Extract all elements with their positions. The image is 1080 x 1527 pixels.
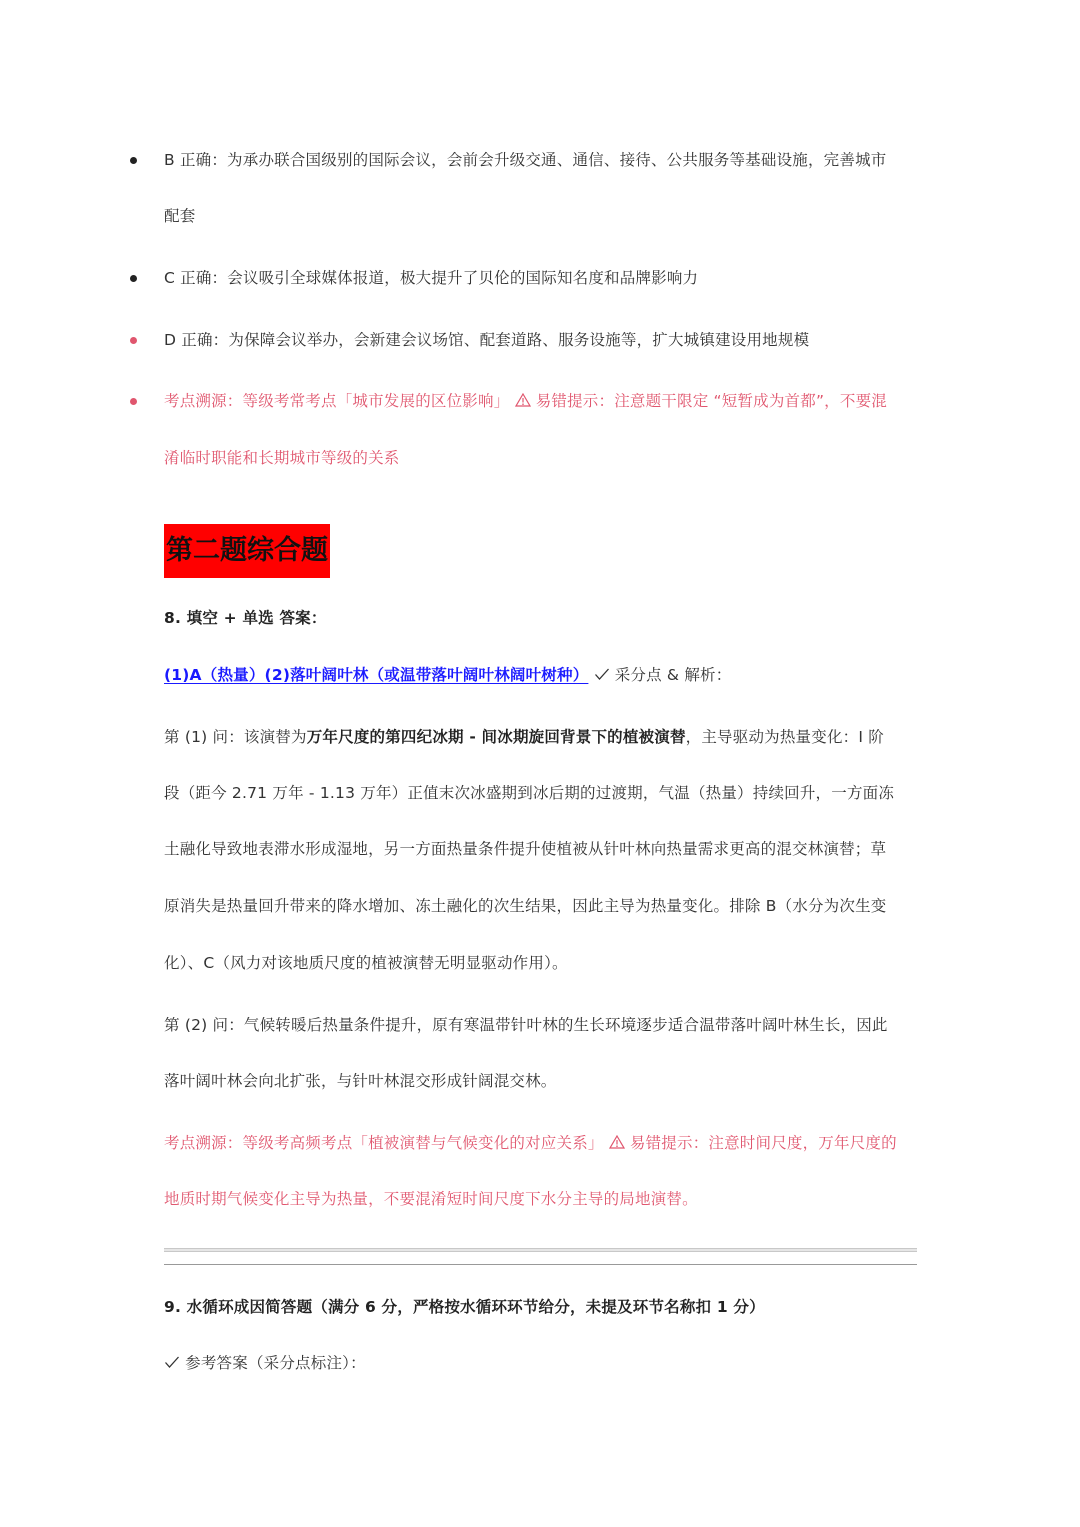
question-9-title: 9. 水循环成因简答题（满分 6 分，严格按水循环环节给分，未提及环节名称扣 1 分）: [164, 1298, 765, 1316]
analysis-prefix: 第 (1) 问：该演替为: [164, 728, 307, 746]
analysis-paragraph-1-line: 土融化导致地表滞水形成湿地，另一方面热量条件提升使植被从针叶林向热量需求更高的混交林演替；草: [164, 840, 887, 858]
warning-icon: [609, 1135, 625, 1149]
question-8-title: 8. 填空 + 单选 答案：: [164, 609, 327, 627]
exam-note-source: 考点溯源：等级考常考点「城市发展的区位影响」: [164, 392, 510, 410]
analysis-key-phrase: 万年尺度的第四纪冰期 - 间冰期旋回背景下的植被演替: [306, 728, 686, 746]
exam-note-tip: 易错提示：注意题干限定 “短暂成为首都”，不要混: [535, 392, 887, 410]
analysis-paragraph-1-line: 段（距今 2.71 万年 - 1.13 万年）正值末次冰盛期到冰后期的过渡期，气温（热量）持续回升，一方面冻: [164, 784, 895, 802]
reference-answer-label-line: [164, 1352, 924, 1374]
divider: [164, 1264, 917, 1265]
analysis-paragraph-1: [164, 726, 924, 748]
analysis-paragraph-2: 第 (2) 问：气候转暖后热量条件提升，原有寒温带针叶林的生长环境逐步适合温带落叶阔叶林生长，因此: [164, 1016, 888, 1034]
warning-icon: [515, 393, 531, 407]
exam-note-continuation: 地质时期气候变化主导为热量，不要混淆短时间尺度下水分主导的局地演替。: [164, 1190, 698, 1208]
answer-link[interactable]: (1)A（热量）(2)落叶阔叶林（或温带落叶阔叶林阔叶树种）: [164, 666, 589, 684]
list-item-b: B 正确：为承办联合国级别的国际会议，会前会升级交通、通信、接待、公共服务等基础设施，完善城市: [164, 151, 887, 169]
analysis-suffix: ，主导驱动为热量变化：Ⅰ 阶: [685, 728, 884, 746]
reference-answer-label: 参考答案（采分点标注）：: [185, 1354, 366, 1372]
divider: [164, 1248, 917, 1252]
analysis-paragraph-1-line: 原消失是热量回升带来的降水增加、冻土融化的次生结果，因此主导为热量变化。排除 B（水分为次生变: [164, 897, 887, 915]
exam-note-source: 考点溯源：等级考高频考点「植被演替与气候变化的对应关系」: [164, 1134, 604, 1152]
analysis-paragraph-2-line: 落叶阔叶林会向北扩张，与针叶林混交形成针阔混交林。: [164, 1072, 557, 1090]
bullet-dot: [130, 398, 137, 405]
section-heading: 第二题综合题: [164, 524, 330, 578]
list-item-b-continuation: 配套: [164, 207, 196, 225]
bullet-dot: [130, 275, 137, 282]
check-icon: [594, 667, 610, 681]
exam-note-line: [164, 390, 924, 412]
list-item-c: C 正确：会议吸引全球媒体报道，极大提升了贝伦的国际知名度和品牌影响力: [164, 269, 699, 287]
exam-note-line: [164, 1132, 924, 1154]
scoring-label: 采分点 & 解析：: [614, 666, 732, 684]
list-item-d: D 正确：为保障会议举办，会新建会议场馆、配套道路、服务设施等，扩大城镇建设用地规模: [164, 331, 810, 349]
analysis-paragraph-1-line: 化）、C（风力对该地质尺度的植被演替无明显驱动作用）。: [164, 954, 568, 972]
exam-note-tip: 易错提示：注意时间尺度，万年尺度的: [629, 1134, 897, 1152]
check-icon: [164, 1355, 180, 1369]
bullet-dot: [130, 157, 137, 164]
exam-note-continuation: 淆临时职能和长期城市等级的关系: [164, 449, 400, 467]
bullet-dot: [130, 337, 137, 344]
question-8-answer-line: [164, 664, 924, 686]
